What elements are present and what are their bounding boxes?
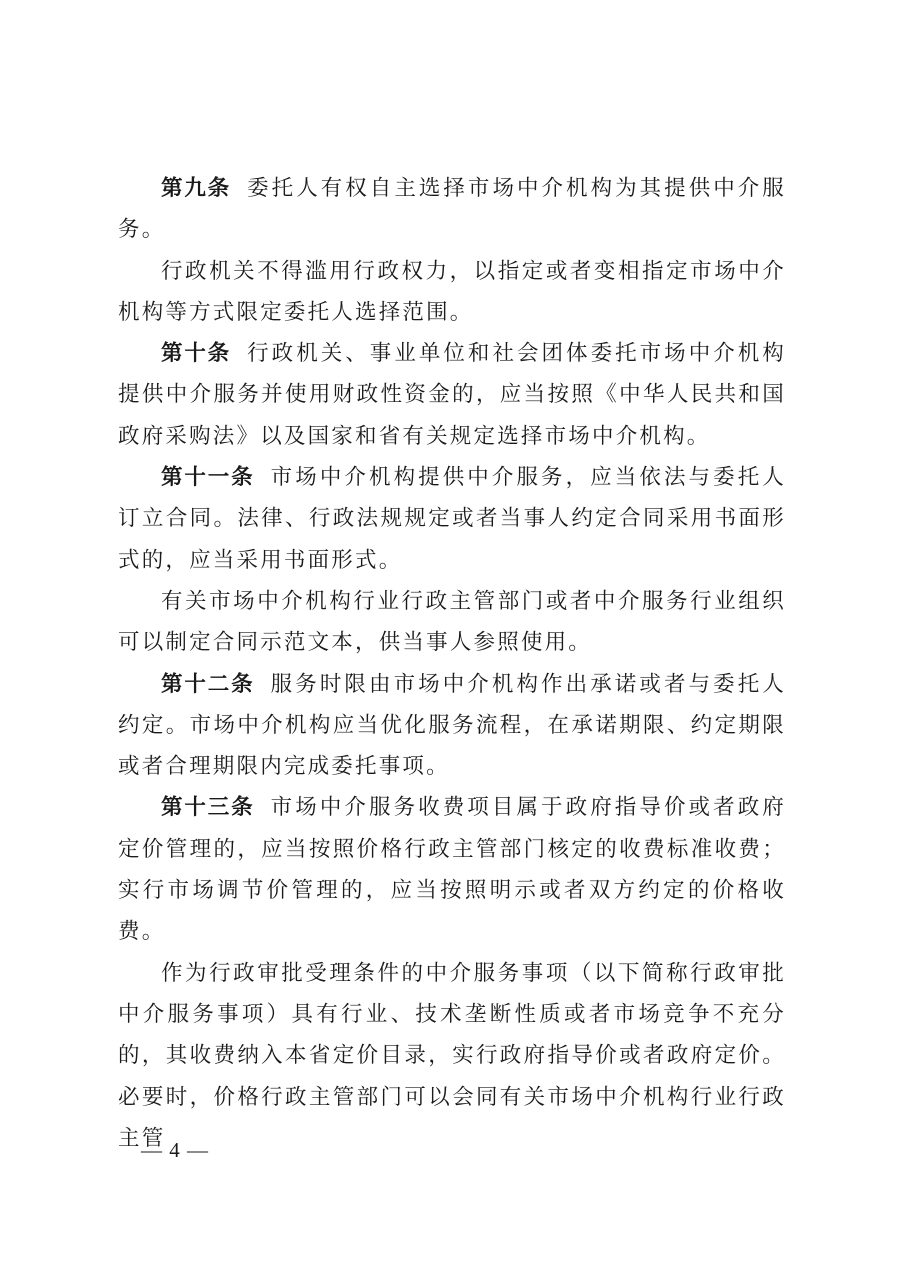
article-number: 第十一条 <box>161 465 255 491</box>
paragraph-text: 行政机关不得滥用行政权力，以指定或者变相指定市场中介机构等方式限定委托人选择范围。 <box>118 258 786 325</box>
paragraph-text: 行政机关、事业单位和社会团体委托市场中介机构提供中介服务并使用财政性资金的，应当按照《中华人民共和国政府采购法》以及国家和省有关规定选择市场中介机构。 <box>118 341 786 449</box>
paragraph-article-11 <box>118 457 786 581</box>
paragraph-article-9 <box>118 168 786 251</box>
paragraph-article-10 <box>118 333 786 457</box>
paragraph-article-11-clause-2 <box>118 581 786 664</box>
paragraph-article-9-clause-2 <box>118 251 786 334</box>
paragraph-article-12 <box>118 664 786 788</box>
article-number: 第十三条 <box>161 795 255 821</box>
paragraph-text: 服务时限由市场中介机构作出承诺或者与委托人约定。市场中介机构应当优化服务流程，在承诺期限、约定期限或者合理期限内完成委托事项。 <box>118 671 786 780</box>
paragraph-text: 委托人有权自主选择市场中介机构为其提供中介服务。 <box>118 176 786 243</box>
article-number: 第十条 <box>161 341 231 367</box>
paragraph-text: 市场中介机构提供中介服务，应当依法与委托人订立合同。法律、行政法规规定或者当事人约定合同采用书面形式的，应当采用书面形式。 <box>118 465 786 573</box>
paragraph-text: 市场中介服务收费项目属于政府指导价或者政府定价管理的，应当按照价格行政主管部门核定的收费标准收费；实行市场调节价管理的，应当按照明示或者双方约定的价格收费。 <box>118 795 786 945</box>
document-body <box>118 168 786 1159</box>
paragraph-article-13 <box>118 787 786 952</box>
paragraph-text: 作为行政审批受理条件的中介服务事项（以下简称行政审批中介服务事项）具有行业、技术垄断性质或者市场竞争不充分的，其收费纳入本省定价目录，实行政府指导价或者政府定价。必要时，价格行政主管部门可以会同有关市场中介机构行业行政主管 <box>118 960 786 1151</box>
page-number: — 4 — <box>141 1138 209 1162</box>
article-number: 第九条 <box>161 176 231 201</box>
paragraph-text: 有关市场中介机构行业行政主管部门或者中介服务行业组织可以制定合同示范文本，供当事人参照使用。 <box>118 588 786 656</box>
article-number: 第十二条 <box>161 671 255 697</box>
paragraph-article-13-clause-2 <box>118 953 786 1159</box>
